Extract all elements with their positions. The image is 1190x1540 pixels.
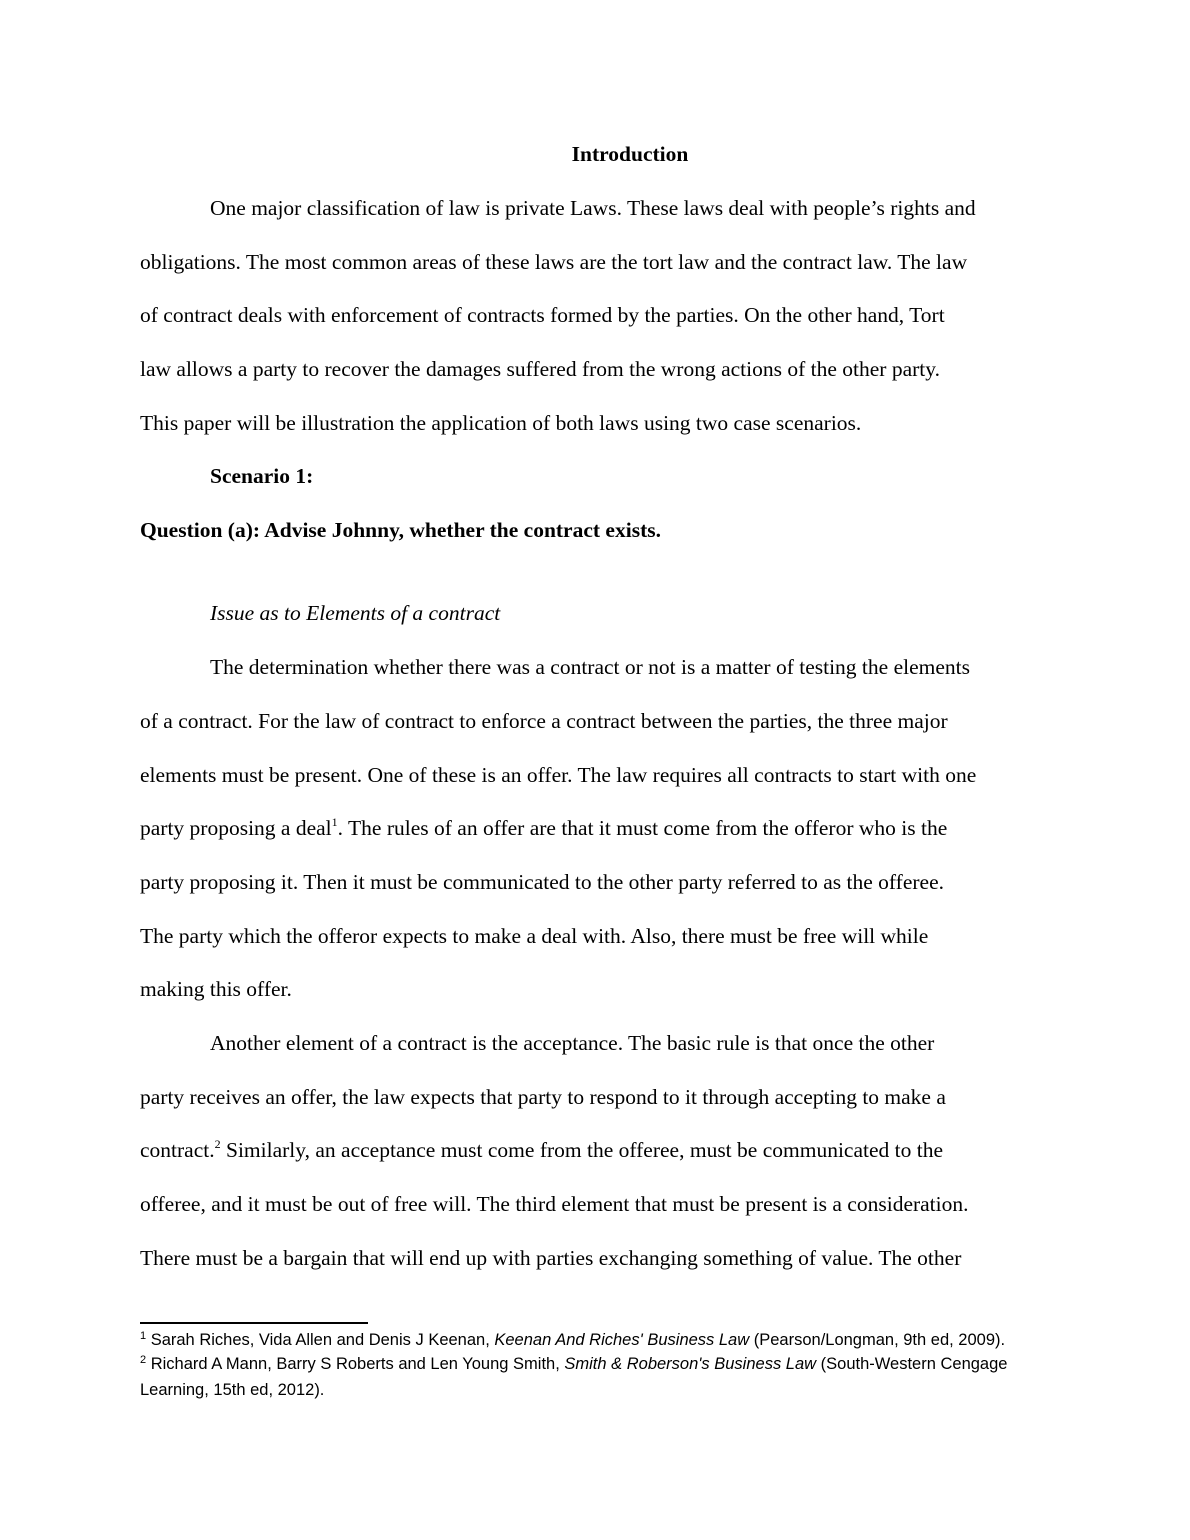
paragraph-line: Another element of a contract is the acceptance. The basic rule is that once the other bbox=[210, 1031, 935, 1055]
paragraph-line: The party which the offeror expects to make a deal with. Also, there must be free will while bbox=[140, 924, 929, 948]
paragraph-line: of a contract. For the law of contract to enforce a contract between the parties, the three major bbox=[140, 709, 948, 733]
footnote-text: Sarah Riches, Vida Allen and Denis J Keenan, bbox=[146, 1331, 495, 1349]
paragraph-line: elements must be present. One of these is an offer. The law requires all contracts to start with one bbox=[140, 763, 977, 787]
paragraph-line bbox=[140, 814, 947, 845]
footnote-work-title: Keenan And Riches' Business Law bbox=[494, 1331, 750, 1349]
paragraph-line: making this offer. bbox=[140, 977, 292, 1001]
footnote-1 bbox=[140, 1328, 1055, 1354]
question-heading: Question (a): Advise Johnny, whether the contract exists. bbox=[140, 518, 661, 542]
paragraph-line: There must be a bargain that will end up with parties exchanging something of value. The other bbox=[140, 1246, 962, 1270]
line-text: contract. bbox=[140, 1138, 215, 1162]
paragraph-line: One major classification of law is private Laws. These laws deal with people’s rights and bbox=[210, 196, 976, 220]
line-text: Similarly, an acceptance must come from the offeree, must be communicated to the bbox=[220, 1138, 944, 1162]
paragraph-line: party proposing it. Then it must be communicated to the other party referred to as the offeree. bbox=[140, 870, 945, 894]
footnote-2 bbox=[140, 1352, 1055, 1402]
section-title: Introduction bbox=[571, 142, 689, 166]
paragraph-line: of contract deals with enforcement of contracts formed by the parties. On the other hand, Tort bbox=[140, 303, 945, 327]
paragraph-line: law allows a party to recover the damages suffered from the wrong actions of the other party. bbox=[140, 357, 940, 381]
line-text: party proposing a deal bbox=[140, 816, 332, 840]
paragraph-line: party receives an offer, the law expects that party to respond to it through accepting to make a bbox=[140, 1085, 946, 1109]
footnote-mark: 2 bbox=[140, 1354, 147, 1366]
scenario-heading: Scenario 1: bbox=[210, 464, 314, 488]
paragraph-line bbox=[140, 1136, 943, 1167]
paragraph-line: The determination whether there was a contract or not is a matter of testing the elements bbox=[210, 655, 970, 679]
footnote-text: Richard A Mann, Barry S Roberts and Len Young Smith, bbox=[146, 1355, 565, 1373]
footnote-work-title: Smith & Roberson's Business Law bbox=[564, 1355, 817, 1373]
footnote-reference-1[interactable]: 1 bbox=[331, 815, 338, 829]
footnote-reference-2[interactable]: 2 bbox=[214, 1137, 221, 1151]
issue-heading: Issue as to Elements of a contract bbox=[210, 601, 501, 625]
paragraph-line: obligations. The most common areas of these laws are the tort law and the contract law. The law bbox=[140, 250, 968, 274]
paragraph-line: This paper will be illustration the application of both laws using two case scenarios. bbox=[140, 411, 862, 435]
footnote-mark: 1 bbox=[140, 1330, 147, 1342]
paragraph-line: offeree, and it must be out of free will. The third element that must be present is a consideration. bbox=[140, 1192, 969, 1216]
footnote-text: (Pearson/Longman, 9th ed, 2009). bbox=[749, 1331, 1006, 1349]
footnote-text: (South-Western Cengage Learning, 15th ed, 2012). bbox=[140, 1355, 1008, 1399]
line-text: . The rules of an offer are that it must come from the offeror who is the bbox=[337, 816, 948, 840]
footnote-separator bbox=[140, 1322, 368, 1324]
